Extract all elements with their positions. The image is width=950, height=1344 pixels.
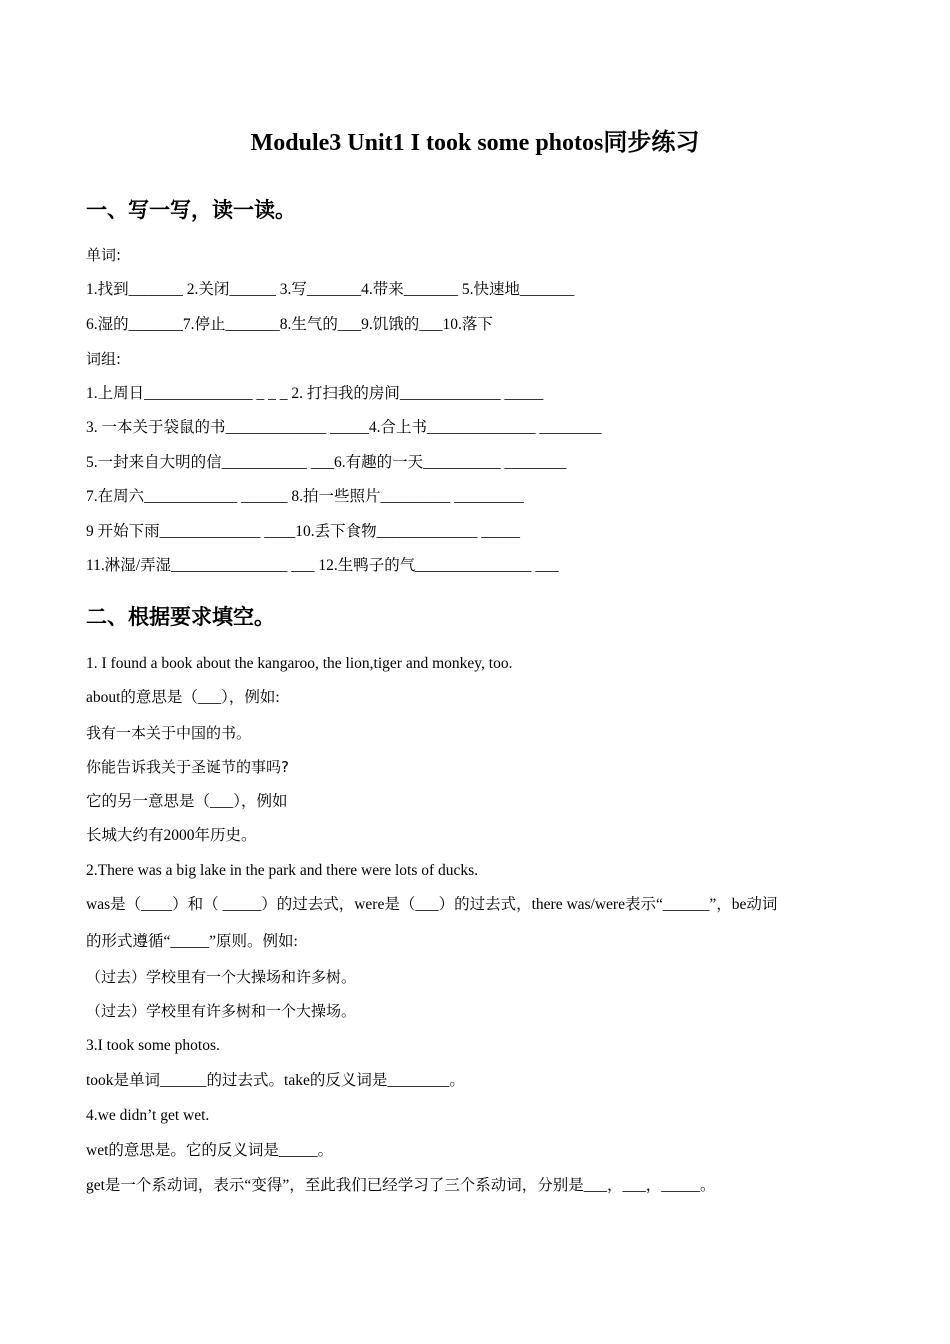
section1-heading: 一、写一写，读一读。 bbox=[86, 198, 296, 222]
words-line-2: 6.湿的_______7.停止_______8.生气的___9.饥饿的___10.落下 bbox=[86, 316, 493, 333]
exercise-line: was是（____）和（ _____）的过去式，were是（___）的过去式，there was/were表示“______”，be动词 bbox=[86, 896, 778, 913]
exercise-line: （过去）学校里有许多树和一个大操场。 bbox=[86, 1002, 357, 1020]
exercise-line: took是单词______的过去式。take的反义词是________。 bbox=[86, 1072, 465, 1089]
page-title: Module3 Unit1 I took some photos同步练习 bbox=[250, 130, 700, 156]
phrase-line: 11.淋湿/弄湿_______________ ___ 12.生鸭子的气_______________ ___ bbox=[86, 557, 559, 574]
phrase-line: 5.一封来自大明的信___________ ___6.有趣的一天__________ ________ bbox=[86, 454, 567, 471]
words-line-1: 1.找到_______ 2.关闭______ 3.写_______4.带来_______ 5.快速地_______ bbox=[86, 281, 575, 298]
exercise-line: 你能告诉我关于圣诞节的事吗? bbox=[86, 758, 289, 776]
exercise-line: get是一个系动词，表示“变得”，至此我们已经学习了三个系动词，分别是___，___，_____。 bbox=[86, 1177, 716, 1194]
phrase-line: 3. 一本关于袋鼠的书_____________ _____4.合上书______________ ________ bbox=[86, 419, 602, 436]
exercise-line: 4.we didn’t get wet. bbox=[86, 1107, 210, 1124]
exercise-line: （过去）学校里有一个大操场和许多树。 bbox=[86, 968, 357, 986]
exercise-line: 我有一本关于中国的书。 bbox=[86, 724, 252, 742]
exercise-line: 2.There was a big lake in the park and there were lots of ducks. bbox=[86, 862, 479, 879]
phrase-line: 7.在周六____________ ______ 8.拍一些照片_________ _________ bbox=[86, 488, 524, 505]
exercise-line: 1. I found a book about the kangaroo, the lion,tiger and monkey, too. bbox=[86, 655, 513, 672]
exercise-line: 它的另一意思是（___），例如 bbox=[86, 793, 288, 810]
phrase-line: 9 开始下雨_____________ ____10.丢下食物_____________ _____ bbox=[86, 523, 521, 540]
phrase-line: 1.上周日______________ _ _ _ 2. 打扫我的房间_____________ _____ bbox=[86, 385, 544, 402]
section2-heading: 二、根据要求填空。 bbox=[86, 605, 275, 629]
exercise-line: 3.I took some photos. bbox=[86, 1037, 220, 1054]
words-label: 单词: bbox=[86, 246, 122, 264]
phrases-label: 词组: bbox=[86, 350, 122, 368]
exercise-line: 长城大约有2000年历史。 bbox=[86, 827, 257, 844]
exercise-line: about的意思是（___），例如: bbox=[86, 689, 280, 706]
exercise-line: 的形式遵循“_____”原则。例如: bbox=[86, 933, 298, 950]
exercise-line: wet的意思是。它的反义词是_____。 bbox=[86, 1142, 334, 1159]
